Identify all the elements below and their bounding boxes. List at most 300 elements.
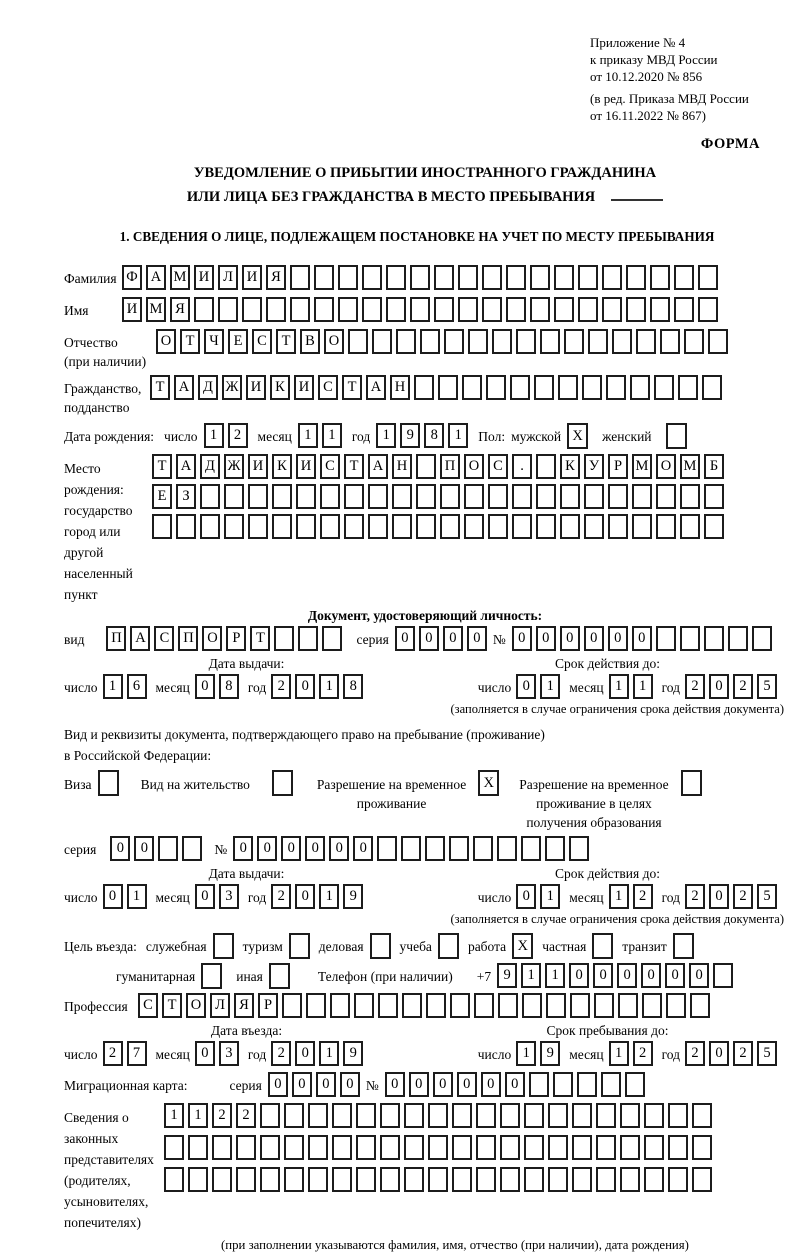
form-cell[interactable] — [529, 1072, 549, 1097]
form-cell[interactable]: 0 — [617, 963, 637, 988]
form-cell[interactable] — [702, 375, 722, 400]
form-cell[interactable]: 5 — [757, 884, 777, 909]
form-cell[interactable] — [392, 484, 412, 509]
form-cell[interactable]: 9 — [343, 884, 363, 909]
form-cell[interactable] — [372, 329, 392, 354]
form-cell[interactable] — [516, 329, 536, 354]
form-cell[interactable] — [338, 297, 358, 322]
form-cell[interactable] — [656, 626, 676, 651]
form-cell[interactable]: 0 — [709, 1041, 729, 1066]
form-cell[interactable]: 1 — [516, 1041, 536, 1066]
form-cell[interactable] — [450, 993, 470, 1018]
form-cell[interactable]: 7 — [127, 1041, 147, 1066]
form-cell[interactable] — [698, 297, 718, 322]
form-cell[interactable] — [582, 375, 602, 400]
form-cell[interactable] — [320, 514, 340, 539]
form-cell[interactable]: О — [464, 454, 484, 479]
form-cell[interactable] — [626, 297, 646, 322]
form-cell[interactable]: 0 — [516, 674, 536, 699]
form-cell[interactable]: О — [324, 329, 344, 354]
form-cell[interactable] — [660, 329, 680, 354]
form-cell[interactable]: 2 — [271, 674, 291, 699]
transit-checkbox[interactable] — [673, 933, 694, 959]
form-cell[interactable] — [426, 993, 446, 1018]
form-cell[interactable] — [368, 514, 388, 539]
form-cell[interactable] — [212, 1167, 232, 1192]
form-cell[interactable] — [176, 514, 196, 539]
form-cell[interactable] — [584, 484, 604, 509]
humanitarian-checkbox[interactable] — [201, 963, 222, 989]
form-cell[interactable] — [524, 1167, 544, 1192]
form-cell[interactable] — [546, 993, 566, 1018]
form-cell[interactable] — [650, 265, 670, 290]
form-cell[interactable]: 2 — [271, 1041, 291, 1066]
form-cell[interactable]: 0 — [569, 963, 589, 988]
form-cell[interactable]: 1 — [448, 423, 468, 448]
form-cell[interactable] — [530, 297, 550, 322]
form-cell[interactable] — [332, 1135, 352, 1160]
form-cell[interactable] — [608, 514, 628, 539]
form-cell[interactable] — [680, 484, 700, 509]
form-cell[interactable]: 9 — [540, 1041, 560, 1066]
form-cell[interactable]: Т — [276, 329, 296, 354]
form-cell[interactable] — [482, 297, 502, 322]
form-cell[interactable] — [521, 836, 541, 861]
form-cell[interactable] — [536, 454, 556, 479]
form-cell[interactable]: Е — [152, 484, 172, 509]
form-cell[interactable]: 0 — [593, 963, 613, 988]
form-cell[interactable] — [572, 1135, 592, 1160]
form-cell[interactable] — [630, 375, 650, 400]
form-cell[interactable]: 9 — [497, 963, 517, 988]
form-cell[interactable] — [298, 626, 318, 651]
form-cell[interactable] — [558, 375, 578, 400]
form-cell[interactable]: 0 — [536, 626, 556, 651]
form-cell[interactable] — [248, 484, 268, 509]
form-cell[interactable] — [506, 265, 526, 290]
form-cell[interactable] — [378, 993, 398, 1018]
form-cell[interactable]: Л — [218, 265, 238, 290]
form-cell[interactable]: А — [146, 265, 166, 290]
form-cell[interactable] — [644, 1167, 664, 1192]
form-cell[interactable] — [464, 484, 484, 509]
form-cell[interactable] — [402, 993, 422, 1018]
form-cell[interactable]: М — [680, 454, 700, 479]
form-cell[interactable] — [308, 1103, 328, 1128]
form-cell[interactable] — [708, 329, 728, 354]
form-cell[interactable]: 0 — [419, 626, 439, 651]
form-cell[interactable] — [553, 1072, 573, 1097]
form-cell[interactable] — [578, 265, 598, 290]
form-cell[interactable] — [314, 265, 334, 290]
form-cell[interactable] — [512, 484, 532, 509]
form-cell[interactable] — [188, 1167, 208, 1192]
form-cell[interactable]: 0 — [457, 1072, 477, 1097]
form-cell[interactable] — [602, 265, 622, 290]
form-cell[interactable] — [588, 329, 608, 354]
form-cell[interactable] — [674, 265, 694, 290]
form-cell[interactable] — [554, 297, 574, 322]
business-checkbox[interactable] — [370, 933, 391, 959]
form-cell[interactable]: 0 — [689, 963, 709, 988]
temp-permit-checkbox[interactable]: X — [478, 770, 499, 796]
form-cell[interactable] — [632, 514, 652, 539]
form-cell[interactable]: 1 — [298, 423, 318, 448]
form-cell[interactable]: 1 — [609, 884, 629, 909]
form-cell[interactable]: Р — [226, 626, 246, 651]
form-cell[interactable]: 0 — [295, 1041, 315, 1066]
form-cell[interactable]: 0 — [268, 1072, 288, 1097]
form-cell[interactable] — [414, 375, 434, 400]
form-cell[interactable]: 0 — [608, 626, 628, 651]
form-cell[interactable]: П — [106, 626, 126, 651]
form-cell[interactable]: М — [632, 454, 652, 479]
form-cell[interactable] — [584, 514, 604, 539]
form-cell[interactable]: 2 — [733, 674, 753, 699]
form-cell[interactable]: Т — [162, 993, 182, 1018]
form-cell[interactable]: 1 — [319, 1041, 339, 1066]
form-cell[interactable]: 0 — [665, 963, 685, 988]
form-cell[interactable]: 2 — [212, 1103, 232, 1128]
form-cell[interactable] — [440, 514, 460, 539]
form-cell[interactable] — [449, 836, 469, 861]
form-cell[interactable]: О — [656, 454, 676, 479]
form-cell[interactable] — [282, 993, 302, 1018]
form-cell[interactable] — [534, 375, 554, 400]
form-cell[interactable]: 0 — [632, 626, 652, 651]
form-cell[interactable]: 0 — [709, 674, 729, 699]
form-cell[interactable] — [224, 484, 244, 509]
form-cell[interactable] — [468, 329, 488, 354]
work-checkbox[interactable]: X — [512, 933, 533, 959]
form-cell[interactable]: Л — [210, 993, 230, 1018]
form-cell[interactable] — [440, 484, 460, 509]
form-cell[interactable] — [354, 993, 374, 1018]
form-cell[interactable]: А — [366, 375, 386, 400]
form-cell[interactable] — [348, 329, 368, 354]
form-cell[interactable]: 0 — [257, 836, 277, 861]
form-cell[interactable] — [548, 1167, 568, 1192]
form-cell[interactable]: 1 — [188, 1103, 208, 1128]
form-cell[interactable]: 0 — [292, 1072, 312, 1097]
form-cell[interactable]: А — [174, 375, 194, 400]
form-cell[interactable] — [458, 297, 478, 322]
form-cell[interactable] — [320, 484, 340, 509]
form-cell[interactable] — [488, 484, 508, 509]
form-cell[interactable] — [416, 514, 436, 539]
form-cell[interactable]: 1 — [609, 1041, 629, 1066]
form-cell[interactable]: 2 — [633, 884, 653, 909]
form-cell[interactable]: 0 — [195, 674, 215, 699]
form-cell[interactable] — [642, 993, 662, 1018]
form-cell[interactable] — [690, 993, 710, 1018]
form-cell[interactable] — [678, 375, 698, 400]
form-cell[interactable] — [704, 484, 724, 509]
form-cell[interactable] — [416, 454, 436, 479]
form-cell[interactable]: 1 — [633, 674, 653, 699]
form-cell[interactable]: И — [248, 454, 268, 479]
form-cell[interactable]: 1 — [609, 674, 629, 699]
form-cell[interactable]: П — [178, 626, 198, 651]
form-cell[interactable] — [410, 297, 430, 322]
form-cell[interactable] — [497, 836, 517, 861]
form-cell[interactable]: 0 — [409, 1072, 429, 1097]
form-cell[interactable] — [560, 514, 580, 539]
form-cell[interactable]: 1 — [164, 1103, 184, 1128]
form-cell[interactable]: 0 — [195, 884, 215, 909]
form-cell[interactable] — [458, 265, 478, 290]
form-cell[interactable] — [344, 484, 364, 509]
form-cell[interactable] — [473, 836, 493, 861]
form-cell[interactable]: 9 — [343, 1041, 363, 1066]
form-cell[interactable]: 1 — [521, 963, 541, 988]
form-cell[interactable] — [404, 1103, 424, 1128]
form-cell[interactable]: 9 — [400, 423, 420, 448]
form-cell[interactable]: Я — [266, 265, 286, 290]
form-cell[interactable] — [308, 1167, 328, 1192]
form-cell[interactable] — [182, 836, 202, 861]
form-cell[interactable]: О — [186, 993, 206, 1018]
form-cell[interactable]: Н — [390, 375, 410, 400]
form-cell[interactable]: 0 — [316, 1072, 336, 1097]
form-cell[interactable]: 0 — [103, 884, 123, 909]
form-cell[interactable]: 0 — [195, 1041, 215, 1066]
form-cell[interactable]: 2 — [685, 674, 705, 699]
form-cell[interactable]: 2 — [733, 1041, 753, 1066]
form-cell[interactable]: К — [270, 375, 290, 400]
form-cell[interactable]: . — [512, 454, 532, 479]
form-cell[interactable]: М — [146, 297, 166, 322]
form-cell[interactable]: К — [272, 454, 292, 479]
female-checkbox[interactable] — [666, 423, 687, 449]
form-cell[interactable]: З — [176, 484, 196, 509]
form-cell[interactable]: 0 — [560, 626, 580, 651]
form-cell[interactable]: 2 — [103, 1041, 123, 1066]
form-cell[interactable] — [684, 329, 704, 354]
form-cell[interactable]: Т — [342, 375, 362, 400]
form-cell[interactable]: Я — [170, 297, 190, 322]
form-cell[interactable]: 8 — [424, 423, 444, 448]
form-cell[interactable]: 0 — [134, 836, 154, 861]
form-cell[interactable] — [296, 514, 316, 539]
form-cell[interactable]: Ж — [222, 375, 242, 400]
form-cell[interactable]: 1 — [204, 423, 224, 448]
form-cell[interactable] — [476, 1167, 496, 1192]
form-cell[interactable]: С — [488, 454, 508, 479]
form-cell[interactable]: П — [440, 454, 460, 479]
form-cell[interactable] — [462, 375, 482, 400]
form-cell[interactable]: О — [156, 329, 176, 354]
form-cell[interactable]: М — [170, 265, 190, 290]
form-cell[interactable] — [572, 1103, 592, 1128]
form-cell[interactable] — [260, 1167, 280, 1192]
form-cell[interactable] — [200, 484, 220, 509]
form-cell[interactable] — [510, 375, 530, 400]
form-cell[interactable]: 1 — [540, 674, 560, 699]
form-cell[interactable] — [386, 265, 406, 290]
form-cell[interactable] — [618, 993, 638, 1018]
form-cell[interactable] — [536, 484, 556, 509]
form-cell[interactable]: 1 — [319, 674, 339, 699]
form-cell[interactable]: 0 — [110, 836, 130, 861]
form-cell[interactable] — [500, 1167, 520, 1192]
form-cell[interactable]: 2 — [685, 1041, 705, 1066]
form-cell[interactable] — [668, 1103, 688, 1128]
form-cell[interactable]: И — [194, 265, 214, 290]
form-cell[interactable] — [290, 265, 310, 290]
form-cell[interactable]: 0 — [433, 1072, 453, 1097]
form-cell[interactable] — [452, 1103, 472, 1128]
form-cell[interactable] — [474, 993, 494, 1018]
form-cell[interactable] — [530, 265, 550, 290]
form-cell[interactable] — [308, 1135, 328, 1160]
form-cell[interactable] — [644, 1103, 664, 1128]
form-cell[interactable] — [594, 993, 614, 1018]
form-cell[interactable] — [338, 265, 358, 290]
form-cell[interactable] — [396, 329, 416, 354]
form-cell[interactable] — [242, 297, 262, 322]
form-cell[interactable] — [524, 1135, 544, 1160]
form-cell[interactable] — [644, 1135, 664, 1160]
form-cell[interactable]: 0 — [709, 884, 729, 909]
form-cell[interactable] — [728, 626, 748, 651]
form-cell[interactable] — [548, 1135, 568, 1160]
form-cell[interactable] — [620, 1167, 640, 1192]
form-cell[interactable]: И — [246, 375, 266, 400]
form-cell[interactable] — [650, 297, 670, 322]
form-cell[interactable] — [572, 1167, 592, 1192]
form-cell[interactable] — [420, 329, 440, 354]
form-cell[interactable] — [692, 1103, 712, 1128]
form-cell[interactable] — [625, 1072, 645, 1097]
form-cell[interactable]: И — [242, 265, 262, 290]
form-cell[interactable]: 2 — [685, 884, 705, 909]
form-cell[interactable]: С — [320, 454, 340, 479]
form-cell[interactable]: С — [318, 375, 338, 400]
form-cell[interactable] — [380, 1135, 400, 1160]
form-cell[interactable] — [596, 1103, 616, 1128]
form-cell[interactable]: Ч — [204, 329, 224, 354]
form-cell[interactable] — [608, 484, 628, 509]
form-cell[interactable] — [164, 1167, 184, 1192]
form-cell[interactable] — [356, 1167, 376, 1192]
form-cell[interactable]: 1 — [103, 674, 123, 699]
form-cell[interactable]: А — [176, 454, 196, 479]
study-checkbox[interactable] — [438, 933, 459, 959]
form-cell[interactable] — [654, 375, 674, 400]
form-cell[interactable]: 0 — [385, 1072, 405, 1097]
form-cell[interactable] — [362, 265, 382, 290]
form-cell[interactable]: 0 — [233, 836, 253, 861]
form-cell[interactable] — [692, 1167, 712, 1192]
form-cell[interactable] — [410, 265, 430, 290]
tourism-checkbox[interactable] — [289, 933, 310, 959]
form-cell[interactable]: 0 — [641, 963, 661, 988]
form-cell[interactable] — [636, 329, 656, 354]
form-cell[interactable]: Т — [180, 329, 200, 354]
form-cell[interactable] — [452, 1135, 472, 1160]
form-cell[interactable]: Я — [234, 993, 254, 1018]
form-cell[interactable]: 0 — [340, 1072, 360, 1097]
form-cell[interactable] — [368, 484, 388, 509]
form-cell[interactable] — [332, 1103, 352, 1128]
form-cell[interactable] — [284, 1167, 304, 1192]
form-cell[interactable]: 2 — [633, 1041, 653, 1066]
form-cell[interactable] — [704, 514, 724, 539]
form-cell[interactable] — [260, 1103, 280, 1128]
form-cell[interactable] — [362, 297, 382, 322]
form-cell[interactable] — [606, 375, 626, 400]
form-cell[interactable]: 1 — [319, 884, 339, 909]
form-cell[interactable]: И — [122, 297, 142, 322]
form-cell[interactable] — [404, 1167, 424, 1192]
form-cell[interactable] — [548, 1103, 568, 1128]
form-cell[interactable] — [272, 484, 292, 509]
form-cell[interactable] — [218, 297, 238, 322]
form-cell[interactable] — [386, 297, 406, 322]
form-cell[interactable]: Е — [228, 329, 248, 354]
form-cell[interactable] — [356, 1135, 376, 1160]
form-cell[interactable]: А — [130, 626, 150, 651]
form-cell[interactable]: 6 — [127, 674, 147, 699]
form-cell[interactable] — [428, 1135, 448, 1160]
form-cell[interactable] — [540, 329, 560, 354]
form-cell[interactable]: И — [294, 375, 314, 400]
form-cell[interactable] — [482, 265, 502, 290]
form-cell[interactable] — [492, 329, 512, 354]
form-cell[interactable]: И — [296, 454, 316, 479]
form-cell[interactable] — [500, 1135, 520, 1160]
form-cell[interactable]: 0 — [353, 836, 373, 861]
form-cell[interactable]: 0 — [516, 884, 536, 909]
form-cell[interactable] — [596, 1135, 616, 1160]
form-cell[interactable] — [224, 514, 244, 539]
form-cell[interactable]: Н — [392, 454, 412, 479]
form-cell[interactable] — [464, 514, 484, 539]
form-cell[interactable] — [536, 514, 556, 539]
form-cell[interactable] — [668, 1135, 688, 1160]
form-cell[interactable] — [380, 1103, 400, 1128]
form-cell[interactable]: 5 — [757, 1041, 777, 1066]
form-cell[interactable]: 8 — [343, 674, 363, 699]
form-cell[interactable]: Т — [250, 626, 270, 651]
form-cell[interactable]: 3 — [219, 884, 239, 909]
form-cell[interactable] — [332, 1167, 352, 1192]
form-cell[interactable] — [569, 836, 589, 861]
form-cell[interactable] — [554, 265, 574, 290]
form-cell[interactable]: Р — [258, 993, 278, 1018]
form-cell[interactable] — [434, 297, 454, 322]
form-cell[interactable] — [602, 297, 622, 322]
form-cell[interactable]: 0 — [305, 836, 325, 861]
form-cell[interactable] — [680, 514, 700, 539]
form-cell[interactable] — [522, 993, 542, 1018]
form-cell[interactable] — [612, 329, 632, 354]
form-cell[interactable] — [322, 626, 342, 651]
form-cell[interactable] — [212, 1135, 232, 1160]
form-cell[interactable] — [498, 993, 518, 1018]
form-cell[interactable] — [306, 993, 326, 1018]
form-cell[interactable] — [188, 1135, 208, 1160]
form-cell[interactable]: 5 — [757, 674, 777, 699]
form-cell[interactable] — [428, 1167, 448, 1192]
blank-underline[interactable] — [611, 186, 663, 201]
form-cell[interactable]: 1 — [545, 963, 565, 988]
private-checkbox[interactable] — [592, 933, 613, 959]
form-cell[interactable] — [330, 993, 350, 1018]
form-cell[interactable] — [601, 1072, 621, 1097]
residence-permit-checkbox[interactable] — [272, 770, 293, 796]
